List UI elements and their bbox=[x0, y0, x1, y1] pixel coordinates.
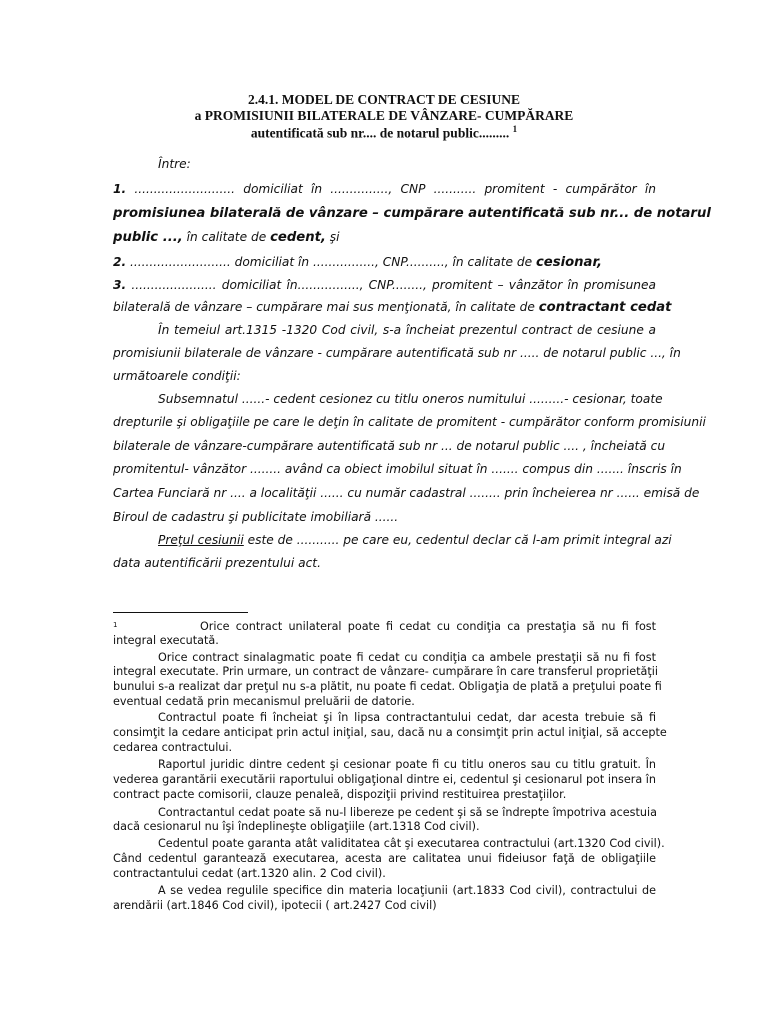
party-1-role: cedent, bbox=[270, 230, 326, 245]
footnote-p3-line-1: Contractul poate fi încheiat şi în lipsa contractantului cedat, dar acesta trebuie să fi bbox=[158, 711, 656, 724]
clause-line-6: Biroul de cadastru şi publicitate imobiliară ...... bbox=[113, 510, 399, 524]
title-line-3-text: autentificată sub nr.... de notarul public......... bbox=[250, 125, 510, 141]
party-1-line-1 bbox=[113, 181, 656, 197]
party-3-line-2 bbox=[113, 299, 672, 316]
party-1-line-2 bbox=[113, 206, 711, 222]
temei-line-1: În temeiul art.1315 -1320 Cod civil, s-a încheiat prezentul contract de cesiune a bbox=[158, 323, 656, 337]
party-3-role: contractant cedat bbox=[538, 300, 672, 315]
clause-line-5: Cartea Funciară nr .... a localităţii ...... cu număr cadastral ........ prin încheierea nr ...... emisă de bbox=[113, 486, 700, 500]
clause-line-2: drepturile şi obligaţiile pe care le deţin în calitate de promitent - cumpărător conform promisiunii bbox=[113, 415, 706, 429]
footnote-p5-line-1: Contractantul cedat poate să nu-l libereze pe cedent şi să se îndrepte împotriva acestuia bbox=[158, 806, 657, 819]
footnote-p2-line-1: Orice contract sinalagmatic poate fi cedat cu condiţia ca ambele prestaţii să nu fi fost bbox=[158, 651, 656, 664]
footnote-mark: 1 bbox=[113, 621, 118, 629]
price-text: este de ........... pe care eu, cedentul declar că l-am primit integral azi bbox=[243, 533, 672, 547]
temei-line-3: următoarele condiţii: bbox=[113, 369, 241, 383]
title-line-2: a PROMISIUNII BILATERALE DE VÂNZARE- CUMPĂRARE bbox=[194, 108, 574, 123]
footnote-p6-line-3: contractantului cedat (art.1320 alin. 2 Cod civil). bbox=[113, 867, 386, 880]
clause-line-3: bilaterale de vânzare-cumpărare autentificată sub nr ... de notarul public .... , încheiată cu bbox=[113, 439, 666, 453]
footnote-p1-line-2: integral executată. bbox=[113, 634, 219, 647]
footnote-p6-line-2: Când cedentul garantează executarea, acesta are calitatea unui fideiusor faţă de obligaţiile bbox=[113, 852, 656, 865]
party-3-text: ...................... domiciliat în................, CNP........, promitent – vânzător în promisunea bbox=[126, 278, 656, 292]
clause-line-1: Subsemnatul ......- cedent cesionez cu titlu oneros numitului .........- cesionar, toate bbox=[158, 392, 663, 406]
party-3-capacity: bilaterală de vânzare – cumpărare mai sus menţionată, în calitate de bbox=[113, 300, 539, 314]
footnote-p4-line-3: contract pacte comisorii, clauze penaleă, dispoziţii privind restituirea prestaţiilor. bbox=[113, 788, 567, 801]
party-1-notary: public ..., bbox=[113, 230, 183, 245]
price-line-1 bbox=[158, 532, 672, 548]
footnote-p4-line-1: Raportul juridic dintre cedent şi cesionar poate fi cu titlu oneros sau cu titlu gratuit. În bbox=[158, 758, 656, 771]
party-3-number: 3. bbox=[113, 278, 127, 292]
temei-line-2: promisiunii bilaterale de vânzare - cumpărare autentificată sub nr ..... de notarul public ..., în bbox=[113, 346, 681, 360]
footnote-p6-line-1: Cedentul poate garanta atât validitatea cât şi executarea contractului (art.1320 Cod civil). bbox=[158, 837, 665, 850]
party-1-line-3 bbox=[113, 229, 656, 246]
footnote-p3-line-3: cedarea contractului. bbox=[113, 741, 233, 754]
party-2-number: 2. bbox=[113, 255, 127, 269]
price-line-2: data autentificării prezentului act. bbox=[113, 556, 321, 570]
footnote-reference: 1 bbox=[512, 124, 518, 134]
party-2-text: .......................... domiciliat în ................, CNP.........., în calitate de bbox=[126, 255, 536, 269]
price-label: Preţul cesiunii bbox=[158, 533, 244, 547]
party-1-capacity-label: în calitate de bbox=[182, 230, 271, 244]
footnote-p7-line-1: A se vedea regulile specifice din materia locaţiunii (art.1833 Cod civil), contractului de bbox=[158, 884, 656, 897]
title-line-1: 2.4.1. MODEL DE CONTRACT DE CESIUNE bbox=[247, 92, 521, 107]
footnote-p7-line-2: arendării (art.1846 Cod civil), ipotecii ( art.2427 Cod civil) bbox=[113, 899, 437, 912]
footnote-p2-line-4: eventual cedată prin mecanismul preluării de datorie. bbox=[113, 695, 415, 708]
clause-line-4: promitentul- vânzător ........ având ca obiect imobilul situat în ....... compus din ....... înscris în bbox=[113, 462, 682, 476]
party-1-contract-ref: promisiunea bilaterală de vânzare – cumpărare autentificată sub nr... de notarul bbox=[113, 206, 711, 221]
party-2-role: cesionar, bbox=[535, 255, 603, 270]
footnote-separator bbox=[113, 612, 248, 613]
party-1-text: .......................... domiciliat în ..............., CNP ........... promitent - cumpărător în bbox=[126, 182, 656, 196]
party-2-line bbox=[113, 254, 656, 271]
intre-label: Între: bbox=[158, 157, 191, 171]
footnote-p5-line-2: dacă cesionarul nu îşi îndeplineşte obligaţiile (art.1318 Cod civil). bbox=[113, 820, 480, 833]
title-line-3 bbox=[0, 124, 768, 142]
party-3-line-1 bbox=[113, 277, 656, 293]
party-1-number: 1. bbox=[113, 182, 127, 196]
footnote-p2-line-3: bunului s-a realizat dar preţul nu s-a plătit, nu poate fi cedat. Obligaţia de plată a preţului poate fi bbox=[113, 680, 662, 693]
footnote-p1-line-1: Orice contract unilateral poate fi cedat cu condiţia ca prestaţia să nu fi fost bbox=[200, 620, 656, 633]
footnote-p4-line-2: vederea garantării executării raportului obligaţional dintre ei, cedentul şi cesionarul pot insera în bbox=[113, 773, 656, 786]
party-1-and: şi bbox=[325, 230, 340, 244]
footnote-p3-line-2: consimţit la cedare anticipat prin actul iniţial, sau, dacă nu a consimţit prin actul iniţial, să accepte bbox=[113, 726, 667, 739]
footnote-p2-line-2: integral executate. Prin urmare, un contract de vânzare- cumpărare în care transferul proprietăţii bbox=[113, 665, 658, 678]
